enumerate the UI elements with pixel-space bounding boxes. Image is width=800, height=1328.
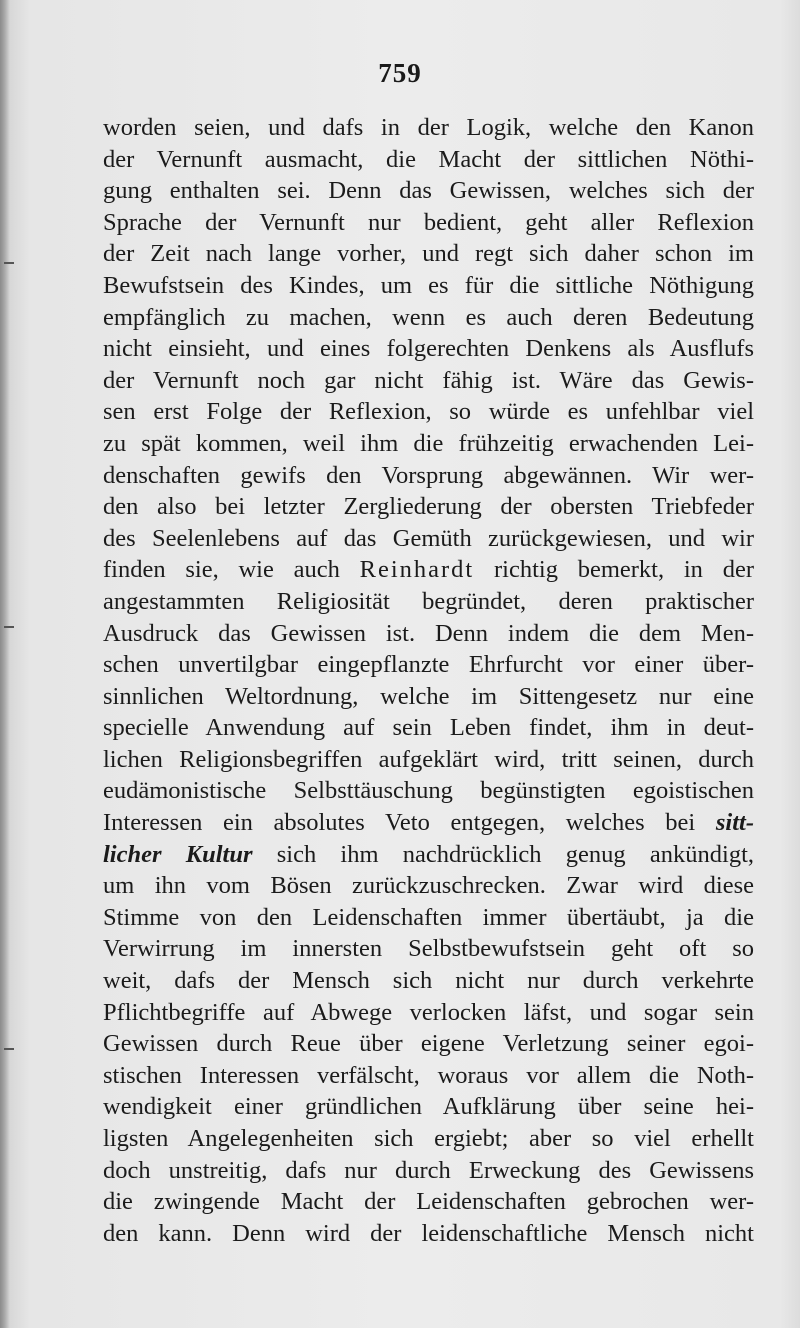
text-line: Stimme von den Leidenschaften immer übertäubt, ja die	[103, 903, 754, 931]
body-text	[103, 112, 754, 1249]
text-line: Bewufstsein des Kindes, um es für die sittliche Nöthigung	[103, 271, 754, 299]
page-number: 759	[378, 58, 422, 88]
emphasis-text: sitt-	[715, 809, 754, 837]
text-line: des Seelenlebens auf das Gemüth zurückgewiesen, und wir	[103, 524, 754, 552]
text-line: nicht einsieht, und eines folgerechten Denkens als Ausflufs	[103, 335, 754, 363]
text-line: specielle Anwendung auf sein Leben findet, ihm in deut-	[103, 714, 754, 742]
text-line: doch unstreitig, dafs nur durch Erweckung des Gewissens	[103, 1156, 754, 1184]
text-line: wendigkeit einer gründlichen Aufklärung über seine hei-	[103, 1093, 754, 1121]
line-text-before: Interessen ein absolutes Veto entgegen, welches bei	[103, 809, 716, 837]
text-line: den also bei letzter Zergliederung der obersten Triebfeder	[103, 493, 754, 521]
text-line: sen erst Folge der Reflexion, so würde es unfehlbar viel	[103, 398, 754, 426]
text-line-with-emphasis	[103, 807, 754, 839]
text-line: sinnlichen Weltordnung, welche im Sittengesetz nur eine	[103, 682, 754, 710]
text-line: die zwingende Macht der Leidenschaften gebrochen wer-	[103, 1188, 754, 1216]
text-line: Sprache der Vernunft nur bedient, geht aller Reflexion	[103, 208, 754, 236]
margin-mark	[4, 262, 14, 264]
text-line: den kann. Denn wird der leidenschaftliche Mensch nicht	[103, 1219, 754, 1247]
text-line: worden seien, und dafs in der Logik, welche den Kanon	[103, 114, 754, 141]
line-text-after: richtig bemerkt, in der	[474, 556, 754, 584]
author-name-reinhardt: Reinhardt	[359, 556, 475, 584]
text-line: um ihn vom Bösen zurückzuschrecken. Zwar wird diese	[103, 872, 754, 900]
text-line: Gewissen durch Reue über eigene Verletzung seiner egoi-	[103, 1030, 754, 1058]
emphasis-text: licher Kultur	[103, 840, 253, 868]
text-line-with-name	[103, 554, 754, 586]
text-line: angestammten Religiosität begründet, deren praktischer	[103, 587, 754, 615]
margin-mark	[4, 626, 14, 628]
line-text-after: sich ihm nachdrücklich genug ankündigt,	[252, 840, 754, 868]
text-line: eudämonistische Selbsttäuschung begünstigten egoistischen	[103, 777, 754, 805]
text-line: ligsten Angelegenheiten sich ergiebt; aber so viel erhellt	[103, 1125, 754, 1152]
line-text-before: finden sie, wie auch	[103, 556, 360, 584]
text-line: gung enthalten sei. Denn das Gewissen, welches sich der	[103, 177, 754, 205]
text-line: Verwirrung im innersten Selbstbewufstsein geht oft so	[103, 935, 754, 963]
margin-mark	[4, 1048, 14, 1050]
text-line: Ausdruck das Gewissen ist. Denn indem die dem Men-	[103, 619, 754, 647]
text-line: denschaften gewifs den Vorsprung abgewännen. Wir wer-	[103, 461, 754, 489]
text-line: der Vernunft noch gar nicht fähig ist. Wäre das Gewis-	[103, 366, 754, 394]
text-line: stischen Interessen verfälscht, woraus vor allem die Noth-	[103, 1061, 754, 1089]
text-line: lichen Religionsbegriffen aufgeklärt wird, tritt seinen, durch	[103, 745, 754, 773]
text-line: der Zeit nach lange vorher, und regt sich daher schon im	[103, 240, 754, 268]
text-line: empfänglich zu machen, wenn es auch deren Bedeutung	[103, 303, 754, 331]
text-line: zu spät kommen, weil ihm die frühzeitig erwachenden Lei-	[103, 429, 754, 457]
text-line: Pflichtbegriffe auf Abwege verlocken läfst, und sogar sein	[103, 998, 754, 1026]
text-line-with-emphasis	[103, 839, 754, 871]
text-line: der Vernunft ausmacht, die Macht der sittlichen Nöthi-	[103, 145, 754, 173]
margin-marks	[0, 0, 30, 1328]
text-line: schen unvertilgbar eingepflanzte Ehrfurcht vor einer über-	[103, 651, 754, 679]
text-line: weit, dafs der Mensch sich nicht nur durch verkehrte	[103, 967, 754, 995]
